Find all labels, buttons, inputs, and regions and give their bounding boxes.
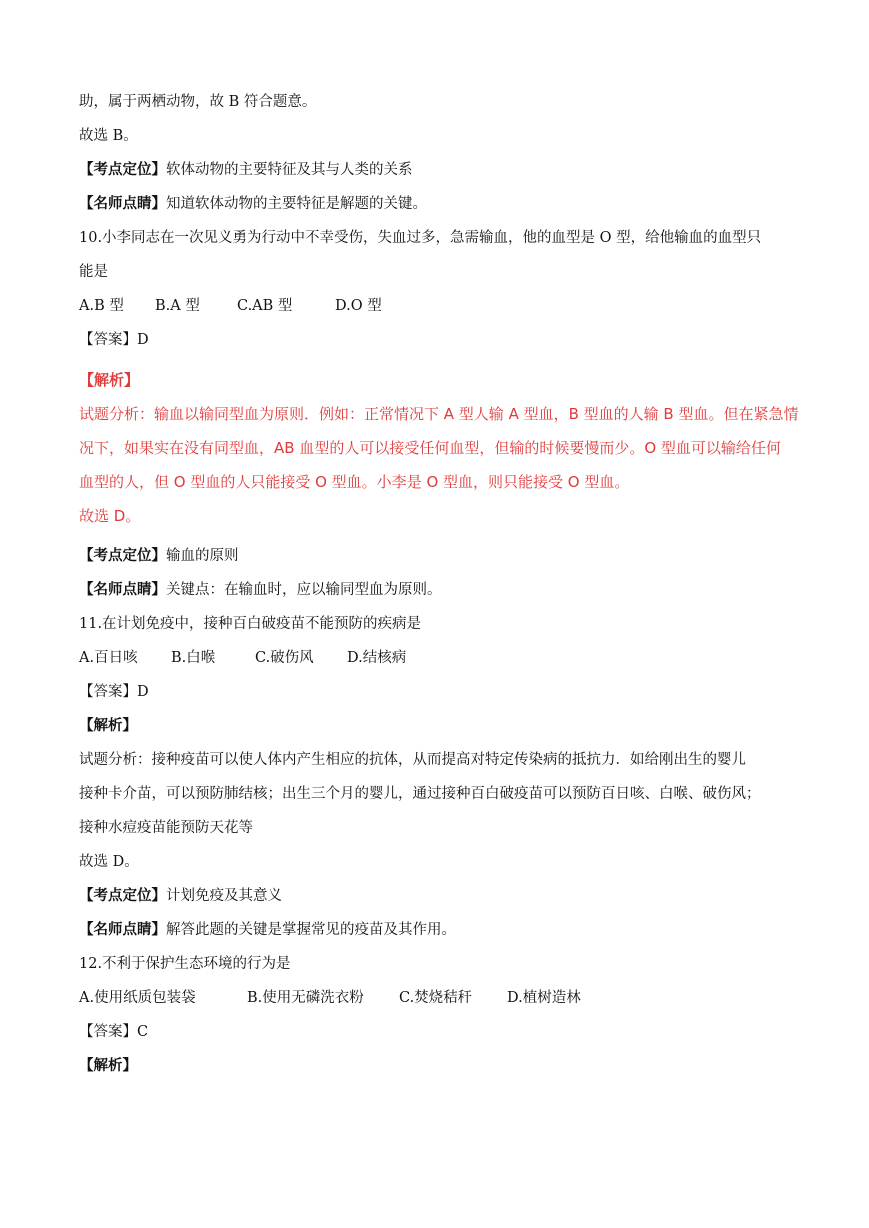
paragraph-line: 助，属于两栖动物，故 B 符合题意。 [79,94,317,110]
option-b: B.A 型 [155,298,200,314]
kaodian-text: 计划免疫及其意义 [166,888,282,904]
q11-jiexi-line: 接种卡介苗，可以预防肺结核；出生三个月的婴儿，通过接种百白破疫苗可以预防百日咳、白喉、破伤风； [79,786,761,802]
option-a: A.百日咳 [79,650,138,666]
option-c: C.焚烧秸秆 [399,990,473,1006]
q10-jiexi-line: 况下，如果实在没有同型血，AB 血型的人可以接受任何血型，但输的时候要慢而少。O 型血可以输给任何 [79,439,781,457]
mingshi-label: 【名师点睛】 [79,581,166,598]
option-a: A.使用纸质包装袋 [79,990,196,1006]
q10-jiexi-label: 【解析】 [79,371,140,389]
q12-jiexi-label: 【解析】 [79,1057,137,1074]
q12-answer: 【答案】C [79,1024,149,1040]
option-d: D.植树造林 [507,990,581,1006]
mingshi-text: 知道软体动物的主要特征是解题的关键。 [166,196,427,212]
paragraph-line: 故选 B。 [79,128,138,144]
mingshi-label: 【名师点睛】 [79,921,166,938]
kaodian-label: 【考点定位】 [79,887,166,904]
option-d: D.结核病 [347,650,407,666]
q10-jiexi-line: 血型的人，但 O 型血的人只能接受 O 型血。小李是 O 型血，则只能接受 O 型血。 [79,473,630,491]
q10-jiexi-line: 试题分析：输血以输同型血为原则．例如：正常情况下 A 型人输 A 型血，B 型血的人输 B 型血。但在紧急情 [79,405,799,423]
q9-kaodian [79,160,413,180]
q11-jiexi-line: 故选 D。 [79,854,139,870]
q10-kaodian [79,546,239,566]
q12-stem: 12.不利于保护生态环境的行为是 [79,956,291,972]
q11-answer: 【答案】D [79,684,149,700]
q11-options [79,648,406,668]
q10-answer: 【答案】D [79,332,149,348]
option-c: C.AB 型 [237,298,293,314]
mingshi-text: 关键点：在输血时，应以输同型血为原则。 [166,582,442,598]
option-a: A.B 型 [79,298,124,314]
mingshi-label: 【名师点睛】 [79,195,166,212]
q10-stem: 10.小李同志在一次见义勇为行动中不幸受伤，失血过多，急需输血，他的血型是 O 型，给他输血的血型只 [79,230,762,246]
option-c: C.破伤风 [255,650,314,666]
q11-jiexi-line: 接种水痘疫苗能预防天花等 [79,820,253,836]
q10-mingshi [79,580,442,600]
q9-mingshi [79,194,427,214]
q11-kaodian [79,886,282,906]
mingshi-text: 解答此题的关键是掌握常见的疫苗及其作用。 [166,922,456,938]
q11-stem: 11.在计划免疫中，接种百白破疫苗不能预防的疾病是 [79,616,422,632]
q10-jiexi-line: 故选 D。 [79,507,141,525]
option-b: B.使用无磷洗衣粉 [247,990,364,1006]
q12-options [79,988,581,1008]
kaodian-text: 软体动物的主要特征及其与人类的关系 [166,162,413,178]
q11-jiexi-label: 【解析】 [79,717,137,734]
q10-options [79,296,382,316]
option-d: D.O 型 [335,298,382,314]
kaodian-label: 【考点定位】 [79,547,166,564]
kaodian-text: 输血的原则 [166,548,239,564]
q11-jiexi-line: 试题分析：接种疫苗可以使人体内产生相应的抗体，从而提高对特定传染病的抵抗力．如给刚出生的婴儿 [79,752,746,768]
q10-stem-cont: 能是 [79,264,108,280]
option-b: B.白喉 [171,650,216,666]
kaodian-label: 【考点定位】 [79,161,166,178]
q11-mingshi [79,920,456,940]
